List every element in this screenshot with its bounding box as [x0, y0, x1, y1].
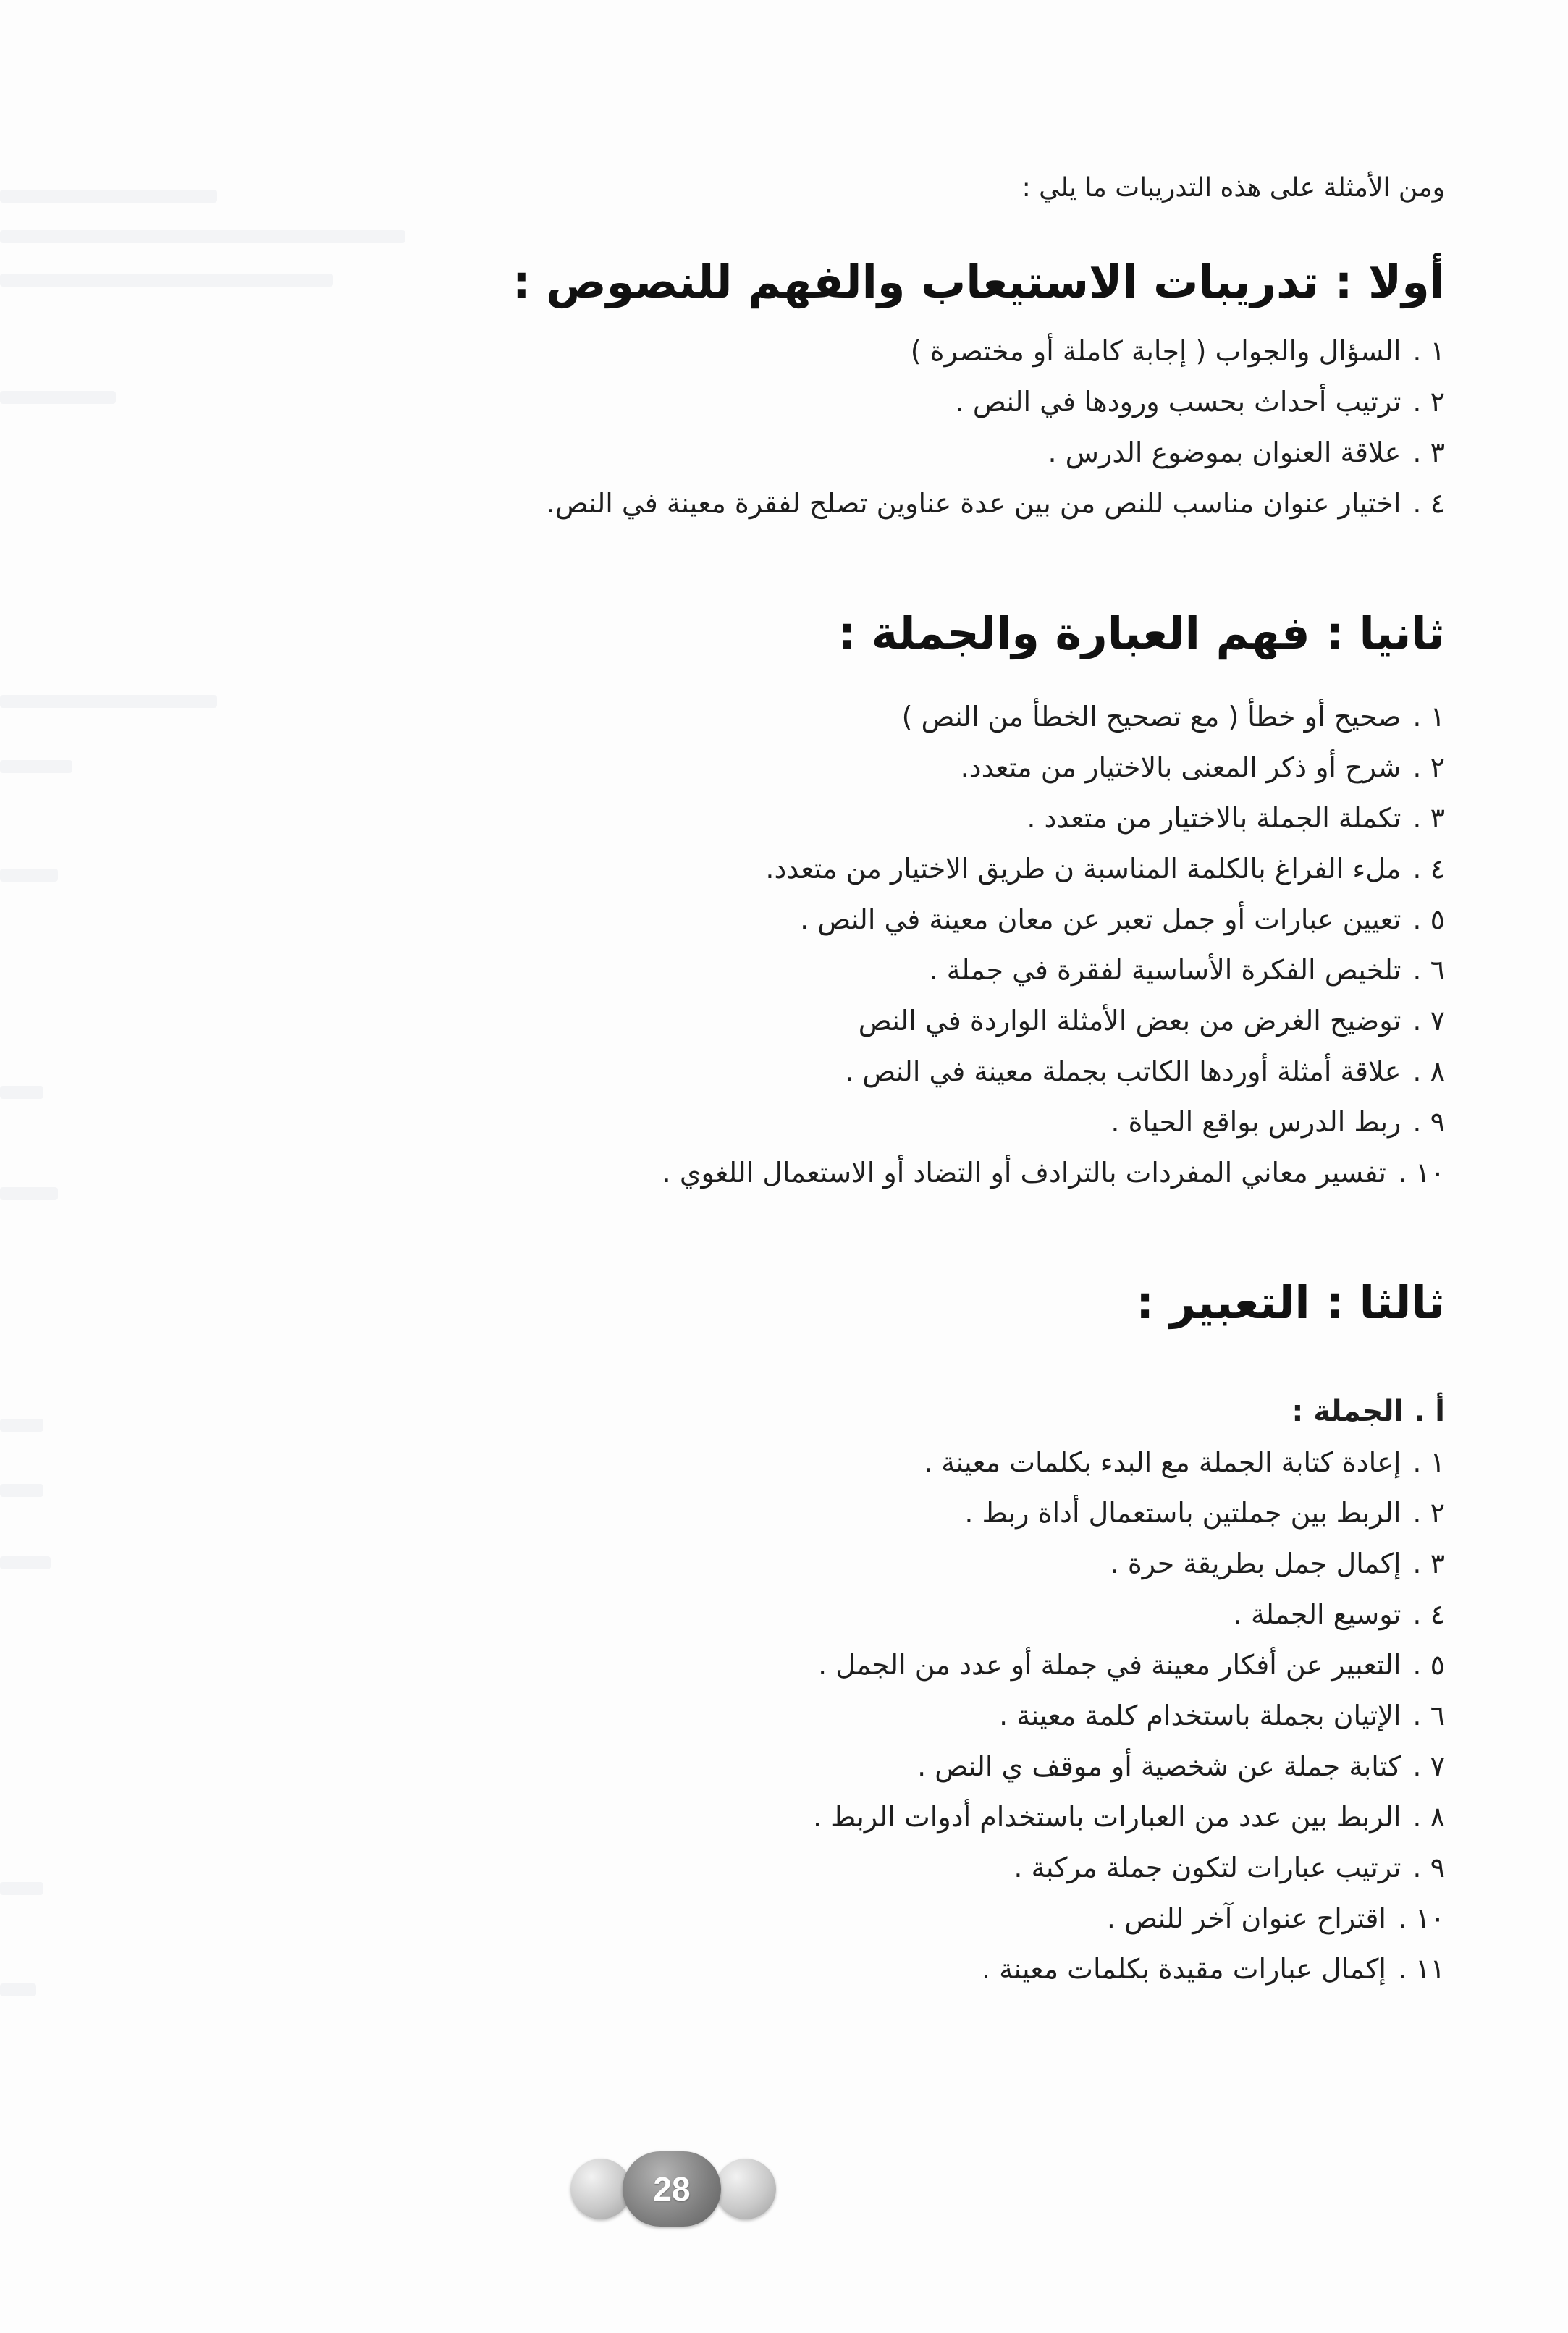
list-item [171, 1792, 1445, 1842]
expression-sentence-list [171, 1437, 1445, 1994]
item-text: علاقة العنوان بموضوع الدرس . [1048, 436, 1401, 468]
list-item [171, 1640, 1445, 1690]
item-text: ترتيب عبارات لتكون جملة مركبة . [1013, 1852, 1401, 1883]
item-text: التعبير عن أفكار معينة في جملة أو عدد من الجمل . [818, 1649, 1401, 1681]
item-text: كتابة جملة عن شخصية أو موقف ي النص . [917, 1750, 1401, 1782]
list-item [171, 793, 1445, 843]
item-number: ٥ . [1412, 903, 1445, 935]
item-number: ٢ . [1412, 751, 1445, 783]
item-number: ٥ . [1412, 1649, 1445, 1681]
item-number: ٩ . [1412, 1852, 1445, 1883]
item-text: علاقة أمثلة أوردها الكاتب بجملة معينة في النص . [845, 1055, 1401, 1087]
item-number: ٣ . [1412, 436, 1445, 468]
item-number: ١ . [1412, 335, 1445, 367]
item-number: ٦ . [1412, 1700, 1445, 1731]
list-item [171, 742, 1445, 793]
list-item [171, 995, 1445, 1046]
item-text: صحيح أو خطأ ( مع تصحيح الخطأ من النص ) [901, 701, 1401, 733]
item-number: ٣ . [1412, 802, 1445, 834]
list-item [171, 843, 1445, 894]
list-item [171, 427, 1445, 478]
comprehension-list [171, 326, 1445, 528]
item-number: ٩ . [1412, 1106, 1445, 1138]
page-content [171, 166, 1445, 1994]
item-number: ١ . [1412, 701, 1445, 733]
page-number-badge [570, 2151, 788, 2224]
item-text: الربط بين عدد من العبارات باستخدام أدوات الربط . [813, 1801, 1401, 1833]
list-item [171, 1538, 1445, 1589]
list-item [171, 326, 1445, 376]
intro-text: ومن الأمثلة على هذه التدريبات ما يلي : [1021, 173, 1445, 203]
list-item [171, 894, 1445, 945]
item-number: ٨ . [1412, 1801, 1445, 1833]
item-text: توسيع الجملة . [1233, 1598, 1401, 1630]
item-number: ١١ . [1398, 1953, 1445, 1985]
list-item [171, 945, 1445, 995]
item-text: الإتيان بجملة باستخدام كلمة معينة . [999, 1700, 1401, 1731]
item-text: اختيار عنوان مناسب للنص من بين عدة عناوين تصلح لفقرة معينة في النص. [546, 487, 1401, 519]
item-text: إعادة كتابة الجملة مع البدء بكلمات معينة . [924, 1446, 1401, 1478]
section-heading-comprehension: أولا : تدريبات الاستيعاب والفهم للنصوص : [512, 256, 1445, 308]
item-number: ٢ . [1412, 1497, 1445, 1529]
item-number: ٤ . [1412, 853, 1445, 885]
item-text: إكمال جمل بطريقة حرة . [1110, 1548, 1401, 1579]
item-number: ٦ . [1412, 954, 1445, 986]
decorative-bubble-right [715, 2159, 776, 2219]
list-item [171, 1437, 1445, 1488]
item-number: ٨ . [1412, 1055, 1445, 1087]
item-text: شرح أو ذكر المعنى بالاختيار من متعدد. [960, 751, 1401, 783]
item-text: الربط بين جملتين باستعمال أداة ربط . [964, 1497, 1401, 1529]
item-number: ٧ . [1412, 1005, 1445, 1037]
item-number: ٢ . [1412, 386, 1445, 418]
item-text: ملء الفراغ بالكلمة المناسبة ن طريق الاختيار من متعدد. [765, 853, 1401, 885]
list-item [171, 1589, 1445, 1640]
list-item [171, 478, 1445, 528]
list-item [171, 1097, 1445, 1147]
subsection-heading-sentence: أ . الجملة : [1291, 1395, 1445, 1428]
list-item [171, 376, 1445, 427]
item-number: ٧ . [1412, 1750, 1445, 1782]
item-text: اقتراح عنوان آخر للنص . [1106, 1902, 1386, 1934]
item-number: ٤ . [1412, 487, 1445, 519]
page-number-bubble [623, 2151, 721, 2227]
item-number: ١٠ . [1398, 1902, 1445, 1934]
list-item [171, 1944, 1445, 1994]
sentence-understanding-list [171, 691, 1445, 1198]
list-item [171, 1488, 1445, 1538]
section-heading-sentence-understanding: ثانيا : فهم العبارة والجملة : [838, 607, 1445, 659]
list-item [171, 1690, 1445, 1741]
item-text: السؤال والجواب ( إجابة كاملة أو مختصرة ) [910, 335, 1401, 367]
list-item [171, 1893, 1445, 1944]
item-text: توضيح الغرض من بعض الأمثلة الواردة في النص [858, 1005, 1401, 1037]
item-number: ١ . [1412, 1446, 1445, 1478]
list-item [171, 691, 1445, 742]
section-heading-expression: ثالثا : التعبير : [1136, 1276, 1445, 1329]
item-number: ٣ . [1412, 1548, 1445, 1579]
item-text: ربط الدرس بواقع الحياة . [1110, 1106, 1401, 1138]
page-number: 28 [653, 2170, 691, 2208]
list-item [171, 1741, 1445, 1792]
list-item [171, 1046, 1445, 1097]
item-number: ٤ . [1412, 1598, 1445, 1630]
item-text: إكمال عبارات مقيدة بكلمات معينة . [981, 1953, 1386, 1985]
item-text: ترتيب أحداث بحسب ورودها في النص . [955, 386, 1401, 418]
item-text: تعيين عبارات أو جمل تعبر عن معان معينة في النص . [800, 903, 1401, 935]
list-item [171, 1842, 1445, 1893]
item-number: ١٠ . [1398, 1157, 1445, 1189]
item-text: تفسير معاني المفردات بالترادف أو التضاد أو الاستعمال اللغوي . [662, 1157, 1386, 1189]
item-text: تكملة الجملة بالاختيار من متعدد . [1027, 802, 1401, 834]
list-item [171, 1147, 1445, 1198]
item-text: تلخيص الفكرة الأساسية لفقرة في جملة . [929, 954, 1401, 986]
